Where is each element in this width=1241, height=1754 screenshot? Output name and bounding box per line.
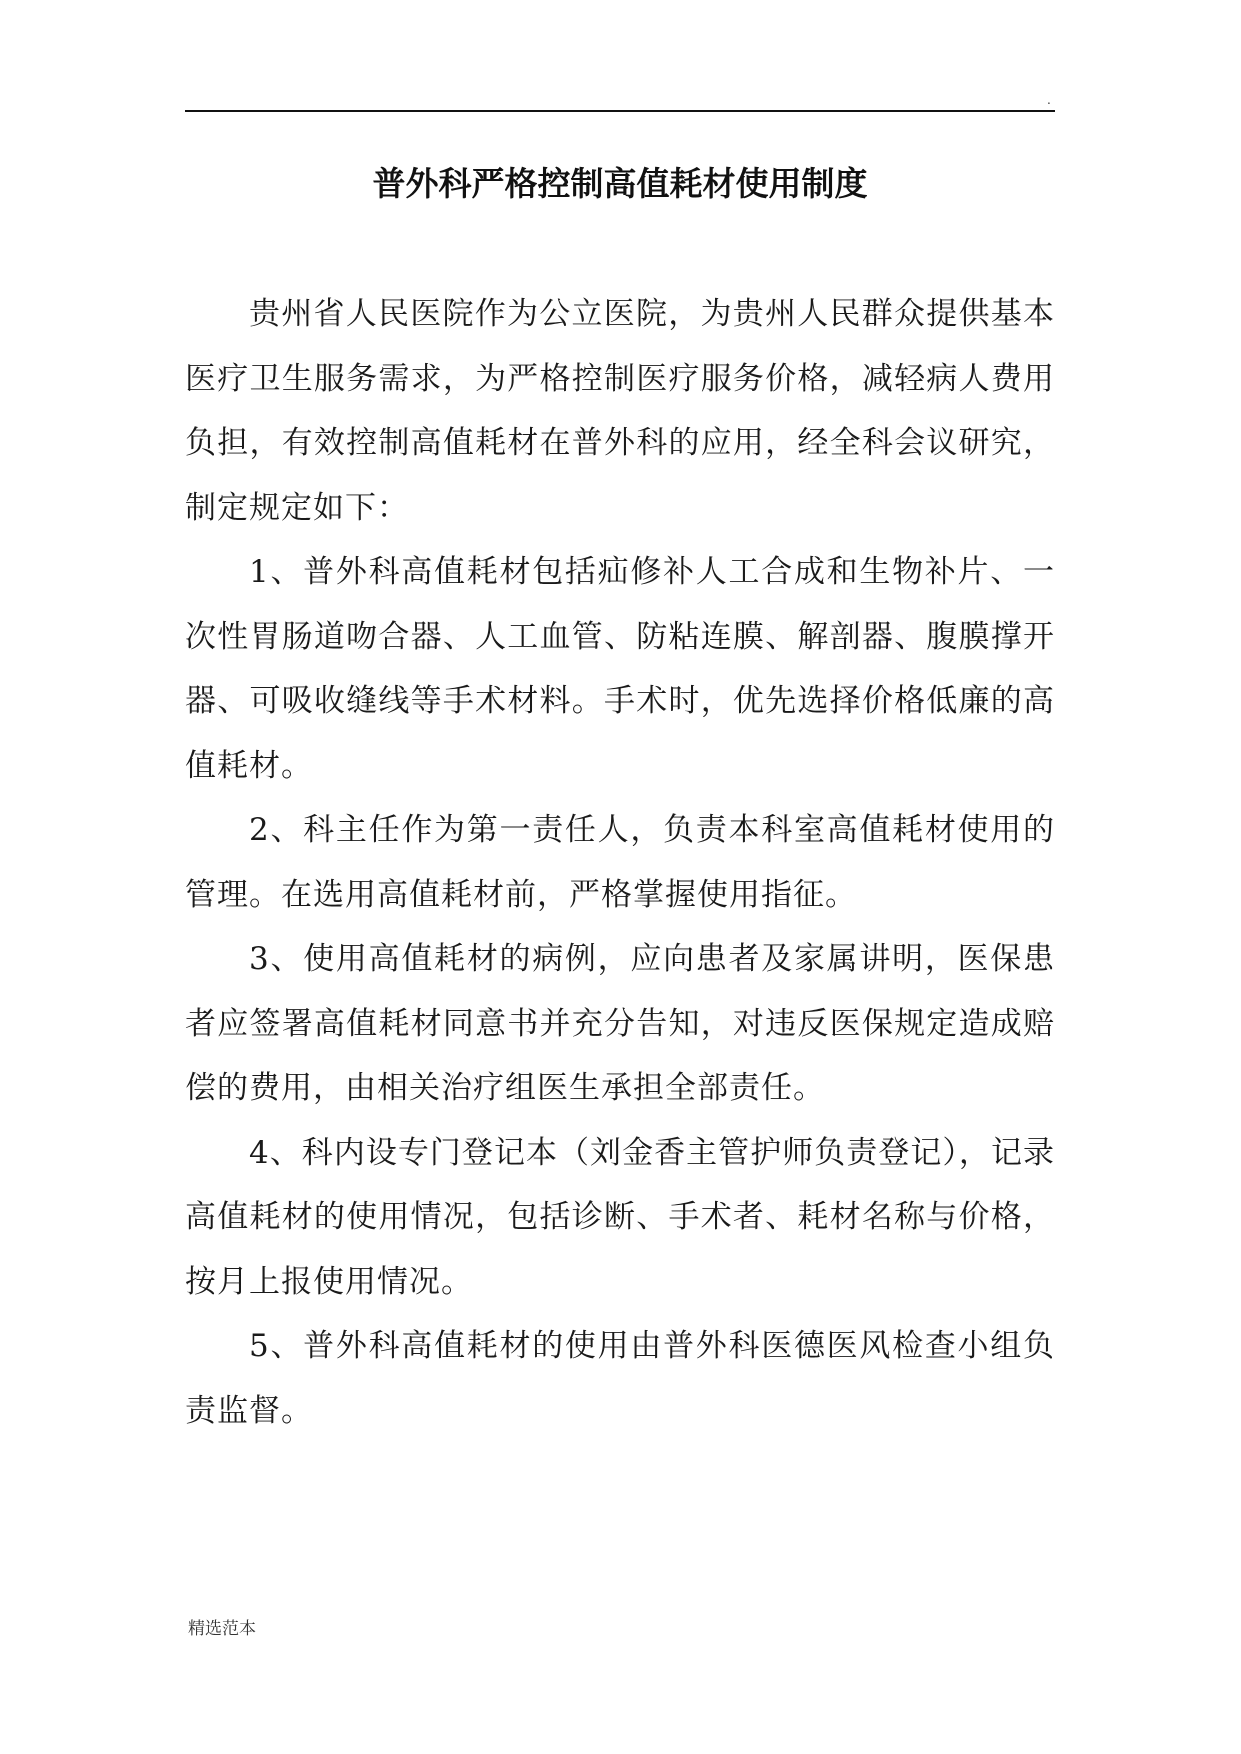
rule-paragraph-2: 2、科主任作为第一责任人，负责本科室高值耗材使用的管理。在选用高值耗材前，严格掌握使用指征。 — [185, 812, 1055, 913]
intro-paragraph: 贵州省人民医院作为公立医院，为贵州人民群众提供基本医疗卫生服务需求，为严格控制医疗服务价格，减轻病人费用负担，有效控制高值耗材在普外科的应用，经全科会议研究，制定规定如下： — [185, 296, 1055, 526]
rule-paragraph-3: 3、使用高值耗材的病例，应向患者及家属讲明，医保患者应签署高值耗材同意书并充分告知，对违反医保规定造成赔偿的费用，由相关治疗组医生承担全部责任。 — [185, 941, 1055, 1106]
header-mark: . — [1047, 93, 1051, 107]
rule-paragraph-1: 1、普外科高值耗材包括疝修补人工合成和生物补片、一次性胃肠道吻合器、人工血管、防粘连膜、解剖器、腹膜撑开器、可吸收缝线等手术材料。手术时，优先选择价格低廉的高值耗材。 — [185, 554, 1055, 784]
document-title: 普外科严格控制高值耗材使用制度 — [372, 164, 868, 203]
document-body — [185, 282, 1055, 1443]
rule-paragraph-4: 4、科内设专门登记本（刘金香主管护师负责登记），记录高值耗材的使用情况，包括诊断、手术者、耗材名称与价格，按月上报使用情况。 — [185, 1134, 1055, 1300]
header-rule — [185, 110, 1055, 112]
footer-label: 精选范本 — [188, 1619, 256, 1639]
rule-paragraph-5: 5、普外科高值耗材的使用由普外科医德医风检查小组负责监督。 — [185, 1328, 1055, 1429]
